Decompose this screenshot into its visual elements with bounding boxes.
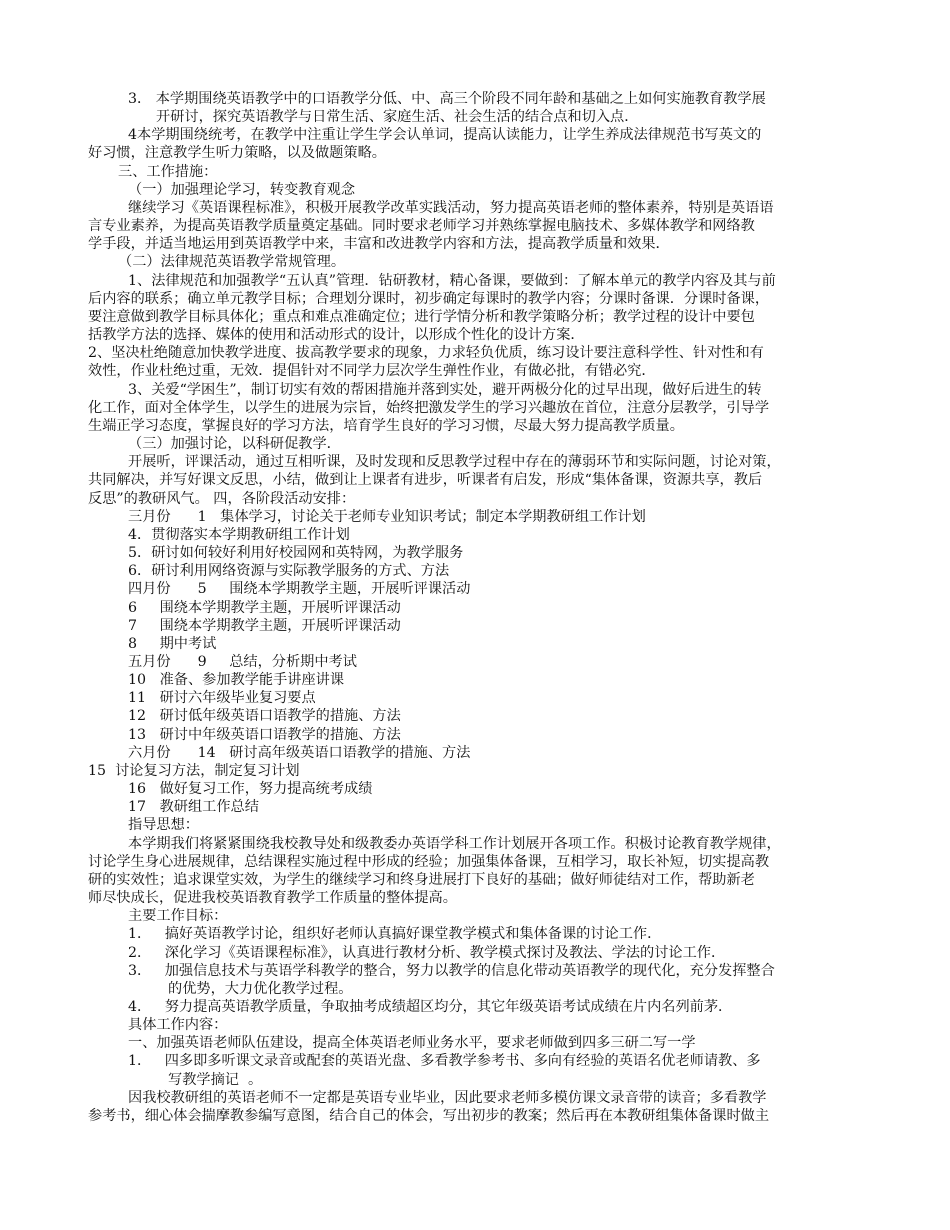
schedule-item: 7 围绕本学期教学主题，开展听评课活动 xyxy=(128,618,401,634)
schedule-item: 13 研讨中年级英语口语教学的措施、方法 xyxy=(128,727,401,743)
schedule-item: 6．研讨利用网络资源与实际教学服务的方式、方法 xyxy=(128,563,450,579)
subsection-heading: （三）加强讨论，以科研促教学． xyxy=(128,436,341,452)
paragraph-line: 因我校教研组的英语老师不一定都是英语专业毕业，因此要求老师多模仿课文录音带的读音；多看教学 xyxy=(128,1090,767,1106)
goal-item: 3． 加强信息技术与英语学科教学的整合，努力以教学的信息化带动英语教学的现代化，充分发挥整合 xyxy=(128,963,775,979)
goal-item: 的优势，大力优化教学过程。 xyxy=(168,981,353,997)
paragraph-line: 3． 本学期围绕英语教学中的口语教学分低、中、高三个阶段不同年龄和基础之上如何实施教育教学展 xyxy=(128,91,766,107)
content-item: 1． 四多即多听课文录音或配套的英语光盘、多看教学参考书、多向有经验的英语名优老师请教、多 xyxy=(128,1053,761,1069)
paragraph-line: 本学期我们将紧紧围绕我校教导处和级教委办英语学科工作计划展开各项工作。积极讨论教育教学规律， xyxy=(128,836,781,852)
schedule-item: 15 讨论复习方法，制定复习计划 xyxy=(88,763,300,779)
paragraph-line: 1、法律规范和加强教学“五认真”管理．钻研教材，精心备课，要做到：了解本单元的教学内容及其与前 xyxy=(128,273,776,289)
paragraph-line: 讨论学生身心进展规律，总结课程实施过程中形成的经验；加强集体备课，互相学习，取长补短，切实提高教 xyxy=(88,854,770,870)
schedule-item: 六月份 14 研讨高年级英语口语教学的措施、方法 xyxy=(128,745,471,761)
schedule-item: 11 研讨六年级毕业复习要点 xyxy=(128,690,316,706)
paragraph-line: 2、坚决杜绝随意加快教学进度、拔高教学要求的现象，力求轻负优质，练习设计要注意科学性、针对性和有 xyxy=(88,345,764,361)
paragraph-line: 共同解决，并写好课文反思，小结，做到让上课者有进步，听课者有启发，形成“集体备课，资源共享，教后 xyxy=(88,472,763,488)
paragraph-line: 开展听，评课活动，通过互相听课，及时发现和反思教学过程中存在的薄弱环节和实际问题，讨论对策， xyxy=(128,454,781,470)
schedule-item: 8 期中考试 xyxy=(128,636,217,652)
paragraph-line: 4本学期围绕统考，在教学中注重让学生学会认单词，提高认读能力，让学生养成法律规范书写英文的 xyxy=(128,127,762,143)
paragraph-line: 要注意做到教学目标具体化；重点和难点准确定位；进行学情分析和教学策略分析；教学过程的设计中要包 xyxy=(88,309,755,325)
paragraph-line: 3、关爱“学困生”，制订切实有效的帮困措施并落到实处，避开两极分化的过早出现，做好后进生的转 xyxy=(128,382,762,398)
paragraph-line: 师尽快成长，促进我校英语教育教学工作质量的整体提高。 xyxy=(88,890,457,906)
goal-item: 4． 努力提高英语教学质量，争取抽考成绩超区均分，其它年级英语考试成绩在片内名列前茅． xyxy=(128,999,733,1015)
section-heading: 主要工作目标： xyxy=(128,908,228,924)
paragraph-line: 反思”的教研风气。 四，各阶段活动安排： xyxy=(88,491,356,507)
schedule-item: 4．贯彻落实本学期教研组工作计划 xyxy=(128,527,350,543)
schedule-item: 四月份 5 围绕本学期教学主题，开展听评课活动 xyxy=(128,581,471,597)
subsection-heading: （二）法律规范英语教学常规管理。 xyxy=(118,254,346,270)
section-heading: 指导思想： xyxy=(128,817,199,833)
paragraph-line: 参考书，细心体会揣摩教参编写意图，结合自己的体会，写出初步的教案；然后再在本教研组集体备课时做主 xyxy=(88,1108,770,1124)
section-heading: 具体工作内容： xyxy=(128,1017,228,1033)
paragraph-line: 后内容的联系；确立单元教学目标；合理划分课时，初步确定每课时的教学内容；分课时备课．分课时备课， xyxy=(88,291,770,307)
paragraph-line: 生端正学习态度，掌握良好的学习方法，培育学生良好的学习习惯，尽最大努力提高教学质量。 xyxy=(88,418,684,434)
schedule-item: 10 准备、参加教学能手讲座讲课 xyxy=(128,672,345,688)
paragraph-line: 学手段，并适当地运用到英语教学中来，丰富和改进教学内容和方法，提高教学质量和效果． xyxy=(88,236,670,252)
schedule-item: 五月份 9 总结，分析期中考试 xyxy=(128,654,357,670)
paragraph-line: 继续学习《英语课程标准》，积极开展教学改革实践活动，努力提高英语老师的整体素养，特别是英语语 xyxy=(128,200,774,216)
paragraph-line: 化工作，面对全体学生，以学生的进展为宗旨，始终把激发学生的学习兴趣放在首位，注意分层教学，引导学 xyxy=(88,400,770,416)
paragraph-line: 括教学方法的选择、媒体的使用和活动形式的设计，以形成个性化的设计方案． xyxy=(88,327,585,343)
paragraph-line: 效性，作业杜绝过重，无效．提倡针对不同学力层次学生弹性作业，有做必批，有错必究． xyxy=(88,363,656,379)
section-heading: 三、工作措施： xyxy=(118,164,218,180)
schedule-item: 6 围绕本学期教学主题，开展听评课活动 xyxy=(128,600,401,616)
paragraph-line: 研的实效性；追求课堂实效，为学生的继续学习和终身进展打下良好的基础；做好师徒结对工作，帮助新老 xyxy=(88,872,755,888)
schedule-item: 16 做好复习工作，努力提高统考成绩 xyxy=(128,781,373,797)
schedule-item: 5．研讨如何较好利用好校园网和英特网，为教学服务 xyxy=(128,545,464,561)
schedule-item: 12 研讨低年级英语口语教学的措施、方法 xyxy=(128,708,401,724)
paragraph-line: 言专业素养，为提高英语教学质量奠定基础。同时要求老师学习并熟练掌握电脑技术、多媒体教学和网络教 xyxy=(88,218,755,234)
goal-item: 2． 深化学习《英语课程标准》，认真进行教材分析、教学模式探讨及教法、学法的讨论工作． xyxy=(128,945,726,961)
paragraph-line: 开研讨，探究英语教学与日常生活、家庭生活、社会生活的结合点和切入点． xyxy=(156,109,639,125)
goal-item: 1． 搞好英语教学讨论，组织好老师认真搞好课堂教学模式和集体备课的讨论工作． xyxy=(128,926,662,942)
content-item: 写教学摘记 。 xyxy=(168,1072,263,1088)
paragraph-line: 一、加强英语老师队伍建设，提高全体英语老师业务水平，要求老师做到四多三研二写一学 xyxy=(128,1035,696,1051)
schedule-item: 17 教研组工作总结 xyxy=(128,799,259,815)
schedule-item: 三月份 1 集体学习，讨论关于老师专业知识考试；制定本学期教研组工作计划 xyxy=(128,509,646,525)
paragraph-line: 好习惯，注意教学生听力策略，以及做题策略。 xyxy=(88,145,386,161)
subsection-heading: （一）加强理论学习，转变教育观念 xyxy=(128,182,356,198)
